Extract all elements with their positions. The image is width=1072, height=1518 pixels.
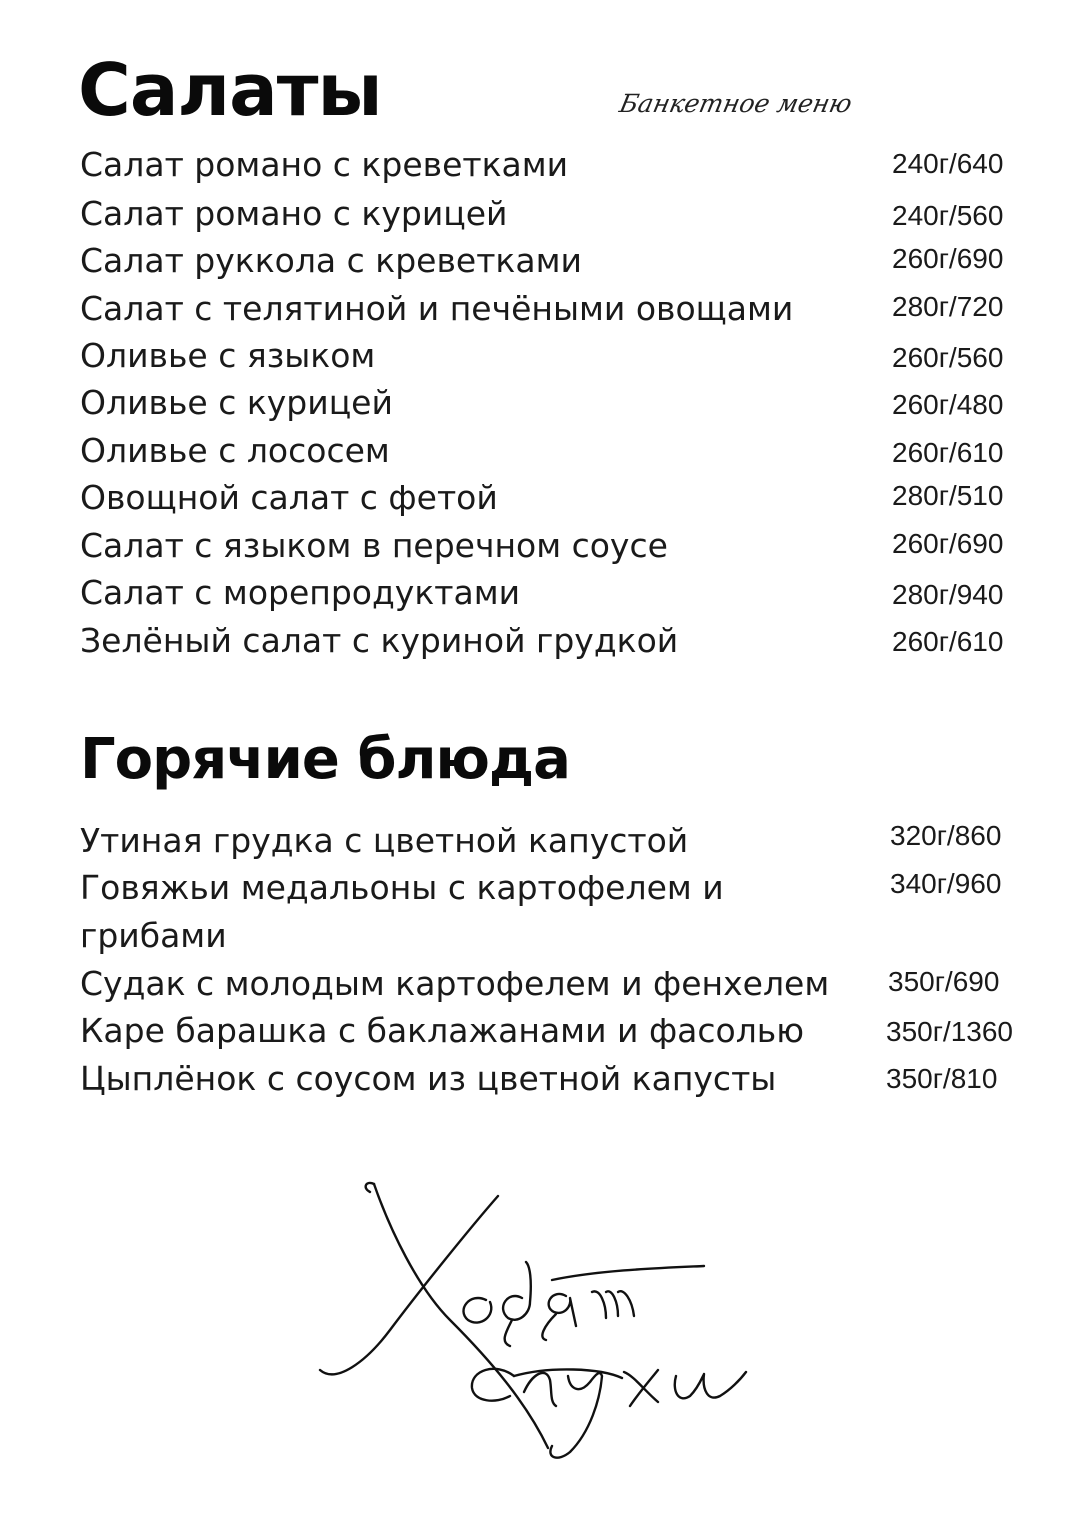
menu-item-price: 350г/690 — [888, 966, 1000, 997]
logo-signature-drawing — [300, 1170, 820, 1470]
menu-item-name: Овощной салат с фетой — [80, 478, 498, 517]
menu-item-price: 260г/610 — [892, 626, 1004, 657]
menu-item-price: 280г/940 — [892, 579, 1004, 610]
hot-dishes-heading: Горячие блюда — [80, 727, 570, 792]
menu-item-price: 240г/560 — [892, 200, 1004, 231]
menu-item-name: Говяжьи медальоны с картофелем и грибами — [80, 868, 724, 955]
menu-item-name: Каре барашка с баклажанами и фасолью — [80, 1011, 805, 1050]
menu-item-price: 260г/690 — [892, 528, 1004, 559]
menu-item-price: 340г/960 — [890, 868, 1002, 899]
menu-item-name: Оливье с лососем — [80, 431, 390, 470]
menu-item-price: 350г/810 — [886, 1063, 998, 1094]
menu-item-price: 240г/640 — [892, 148, 1004, 179]
menu-item-name: Утиная грудка с цветной капустой — [80, 821, 689, 860]
salads-heading: Салаты — [78, 48, 382, 132]
menu-item-price: 350г/1360 — [886, 1016, 1013, 1047]
menu-item-name: Судак с молодым картофелем и фенхелем — [80, 964, 830, 1003]
menu-item-name: Салат романо с креветками — [80, 145, 569, 184]
menu-item-name: Салат романо с курицей — [80, 194, 508, 233]
menu-item-price: 260г/610 — [892, 437, 1004, 468]
menu-item-name: Салат с языком в перечном соусе — [80, 526, 668, 565]
menu-item-name: Салат с телятиной и печёными овощами — [80, 289, 794, 328]
menu-subtitle: Банкетное меню — [617, 89, 855, 118]
menu-item-name: Оливье с курицей — [80, 383, 393, 422]
menu-item-name: Зелёный салат с куриной грудкой — [80, 621, 679, 660]
menu-item-price: 320г/860 — [890, 820, 1002, 851]
menu-item-name: Салат руккола с креветками — [80, 241, 582, 280]
menu-item-price: 280г/720 — [892, 291, 1004, 322]
menu-item-name: Цыплёнок с соусом из цветной капусты — [80, 1059, 777, 1098]
menu-item-price: 260г/690 — [892, 243, 1004, 274]
menu-item-price: 260г/480 — [892, 389, 1004, 420]
menu-item-price: 280г/510 — [892, 480, 1004, 511]
menu-item-name: Салат с морепродуктами — [80, 573, 521, 612]
menu-item-price: 260г/560 — [892, 342, 1004, 373]
restaurant-logo — [300, 1170, 820, 1470]
menu-item-name: Оливье с языком — [80, 336, 376, 375]
